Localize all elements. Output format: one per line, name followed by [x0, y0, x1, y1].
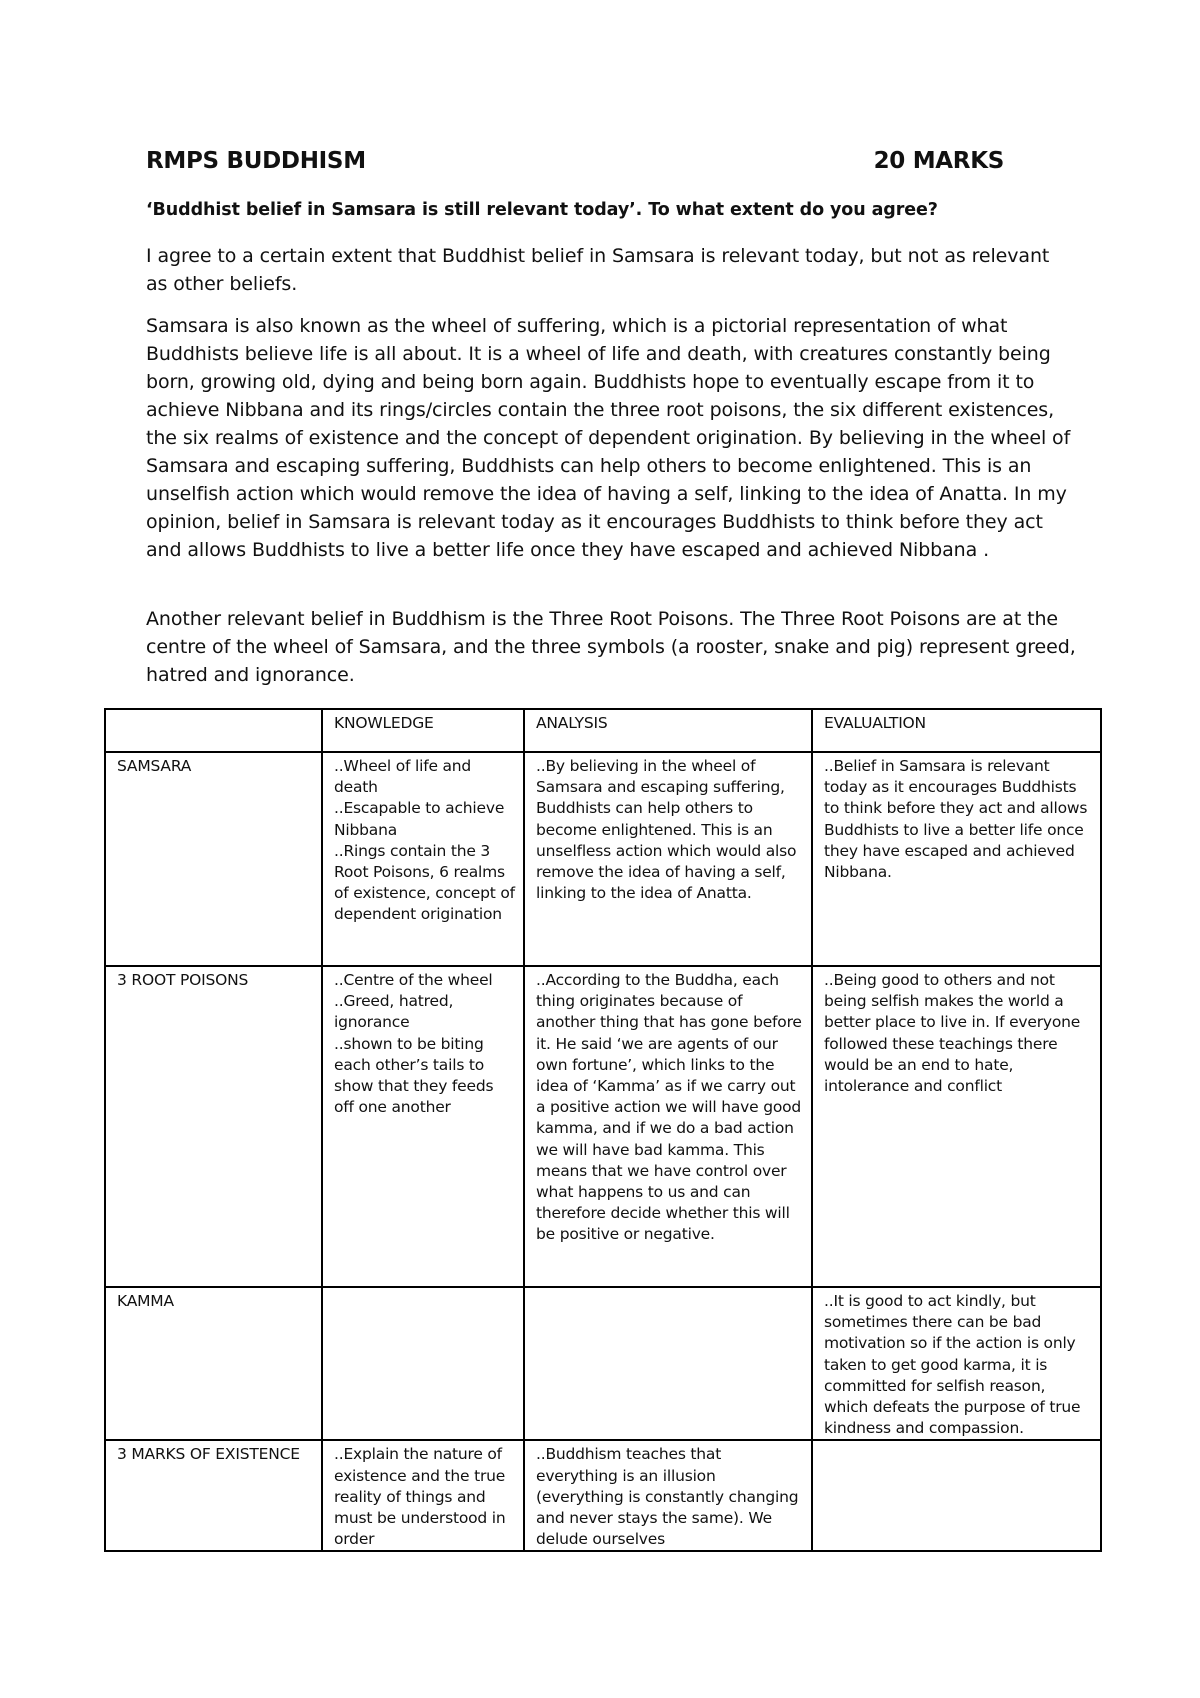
essay-question: ‘Buddhist belief in Samsara is still relevant today’. To what extent do you agree?: [146, 200, 938, 220]
table-header-cell: KNOWLEDGE: [322, 709, 524, 752]
evaluation-cell: ..Being good to others and not being selfish makes the world a better place to live in. If everyone followed these teachings there would be an end to hate, intolerance and conflict: [812, 966, 1101, 1287]
table-header-row: [105, 709, 1101, 752]
document-header: [146, 148, 1004, 180]
marks-label: 20 MARKS: [873, 148, 1004, 174]
analysis-cell: ..By believing in the wheel of Samsara and escaping suffering, Buddhists can help others to become enlightened. This is an unselfless action which would also remove the idea of having a self, linking to the idea of Anatta.: [524, 752, 812, 966]
knowledge-cell: [322, 966, 524, 1287]
table-row: [105, 752, 1101, 966]
analysis-cell: ..According to the Buddha, each thing originates because of another thing that has gone before it. He said ‘we are agents of our own fortune’, which links to the idea of ‘Kamma’ as if we carry out a positive action we will have good kamma, and if we do a bad action we will have bad kamma. This means that we have control over what happens to us and can therefore decide whether this will be positive or negative.: [524, 966, 812, 1287]
paragraph-intro: I agree to a certain extent that Buddhist belief in Samsara is relevant today, but not as relevant as other beliefs.: [146, 245, 1050, 295]
evaluation-cell: ..Belief in Samsara is relevant today as it encourages Buddhists to think before they act and allows Buddhists to live a better life once they have escaped and achieved Nibbana.: [812, 752, 1101, 966]
evaluation-cell: [812, 1440, 1101, 1551]
evaluation-cell: ..It is good to act kindly, but sometimes there can be bad motivation so if the action is only taken to get good karma, it is committed for selfish reason, which defeats the purpose of true kindness and compassion.: [812, 1287, 1101, 1440]
cell-line: ..Centre of the wheel: [334, 971, 493, 989]
row-label: 3 ROOT POISONS: [105, 966, 322, 1287]
table-row: [105, 966, 1101, 1287]
knowledge-cell: [322, 1287, 524, 1440]
analysis-cell: ..Buddhism teaches that everything is an illusion (everything is constantly changing and never stays the same). We delude ourselves: [524, 1440, 812, 1551]
cell-line: ..Rings contain the 3 Root Poisons, 6 realms of existence, concept of dependent origination: [334, 841, 515, 924]
knowledge-cell: [322, 752, 524, 966]
paragraph-samsara: Samsara is also known as the wheel of suffering, which is a pictorial representation of what Buddhists believe life is all about. It is a wheel of life and death, with creatures constantly being born, growing old, dying and being born again. Buddhists hope to eventually escape from it to achieve Nibbana and its rings/circles contain the three root poisons, the six different existences, the six realms of existence and the concept of dependent origination. By believing in the wheel of Samsara and escaping suffering, Buddhists can help others to become enlightened. This is an unselfish action which would remove the idea of having a self, linking to the idea of Anatta. In my opinion, belief in Samsara is relevant today as it encourages Buddhists to think before they act and allows Buddhists to live a better life once they have escaped and achieved Nibbana .: [146, 315, 1071, 561]
row-label: 3 MARKS OF EXISTENCE: [105, 1440, 322, 1551]
table-row: [105, 1287, 1101, 1440]
paragraph-root-poisons: Another relevant belief in Buddhism is the Three Root Poisons. The Three Root Poisons are at the centre of the wheel of Samsara, and the three symbols (a rooster, snake and pig) represent greed, hatred and ignorance.: [146, 608, 1076, 686]
analysis-cell: [524, 1287, 812, 1440]
cell-line: ..Greed, hatred, ignorance: [334, 992, 454, 1032]
table-header-cell: ANALYSIS: [524, 709, 812, 752]
cell-line: ..Escapable to achieve Nibbana: [334, 799, 505, 839]
cell-line: ..shown to be biting each other’s tails to show that they feeds off one another: [334, 1034, 494, 1117]
analysis-table: [104, 708, 1102, 1552]
knowledge-cell: ..Explain the nature of existence and the true reality of things and must be understood in order: [322, 1440, 524, 1551]
table-header-cell: EVALUALTION: [812, 709, 1101, 752]
document-title: RMPS BUDDHISM: [146, 148, 366, 174]
row-label: SAMSARA: [105, 752, 322, 966]
table-header-cell: [105, 709, 322, 752]
cell-line: ..Wheel of life and death: [334, 757, 472, 797]
row-label: KAMMA: [105, 1287, 322, 1440]
table-row: [105, 1440, 1101, 1551]
